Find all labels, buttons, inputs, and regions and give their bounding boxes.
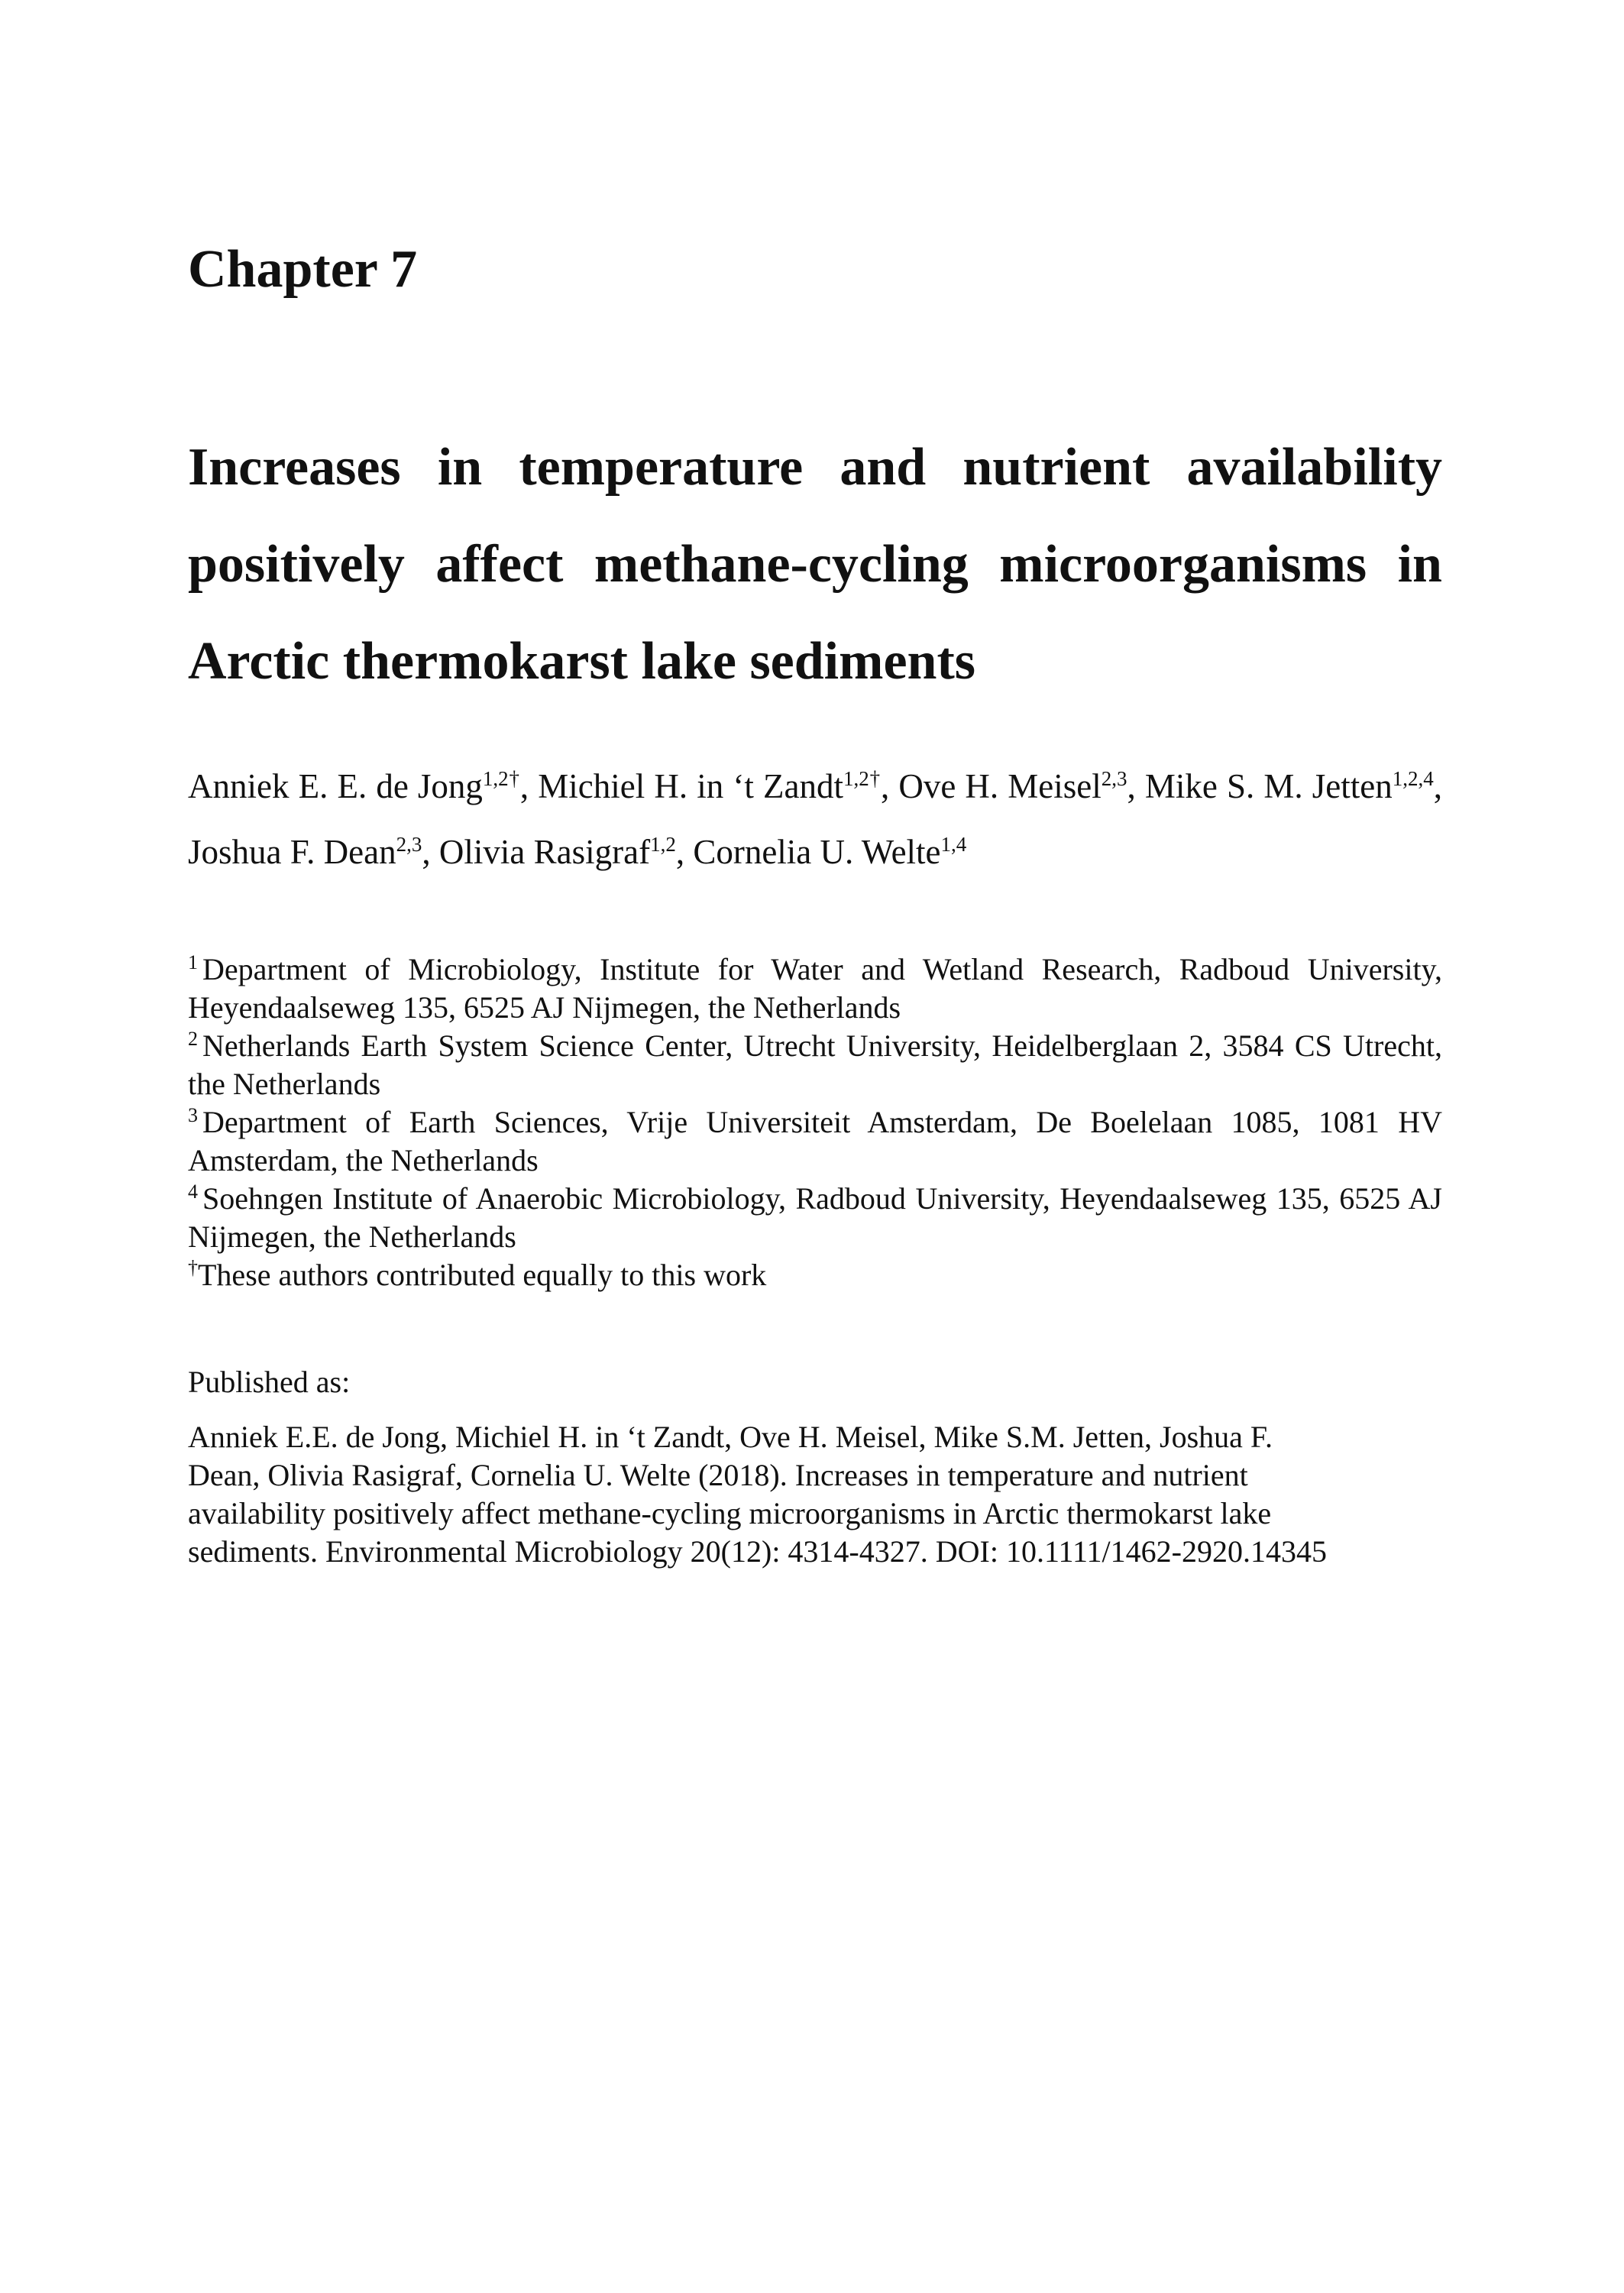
affiliation-item [188, 1027, 1442, 1103]
author-name: Anniek E. E. de Jong [188, 767, 483, 805]
author-affiliation-marker: 1,2,4 [1392, 767, 1434, 790]
affiliation-number: 1 [188, 951, 198, 973]
equal-contribution-note [188, 1256, 1442, 1294]
author-affiliation-marker: 1,2† [843, 767, 881, 790]
chapter-label: Chapter 7 [188, 240, 418, 299]
affiliation-number: 4 [188, 1180, 198, 1203]
affiliation-text: Department of Earth Sciences, Vrije Universiteit Amsterdam, De Boelelaan 1085, 1081 HV Amsterdam, the Netherlands [188, 1105, 1442, 1177]
author-separator: , [422, 833, 439, 871]
author-affiliation-marker: 1,4 [940, 833, 967, 856]
author-name: Mike S. M. Jetten [1144, 767, 1393, 805]
affiliation-list [188, 951, 1442, 1294]
citation-line: Dean, Olivia Rasigraf, Cornelia U. Welte (2018). Increases in temperature and nutrient [188, 1458, 1248, 1492]
affiliation-number: 3 [188, 1103, 198, 1126]
author-affiliation-marker: 1,2† [482, 767, 520, 790]
author-list [188, 753, 1442, 885]
author-affiliation-marker: 1,2 [650, 833, 676, 856]
citation-line: sediments. Environmental Microbiology 20(12): 4314-4327. DOI: 10.1111/1462-2920.14345 [188, 1534, 1327, 1569]
citation-line: Anniek E.E. de Jong, Michiel H. in ‘t Zandt, Ove H. Meisel, Mike S.M. Jetten, Joshua F. [188, 1420, 1273, 1454]
author-separator: , [519, 767, 539, 805]
affiliation-item [188, 1103, 1442, 1180]
author-name: Olivia Rasigraf [438, 833, 651, 871]
affiliation-text: Department of Microbiology, Institute for Water and Wetland Research, Radboud University, Heyendaalseweg 135, 6525 AJ Nijmegen, the Netherlands [188, 952, 1442, 1025]
author-separator: , [1433, 767, 1443, 805]
published-as-label: Published as: [188, 1365, 351, 1399]
dagger-symbol: † [188, 1256, 198, 1279]
author-separator: , [880, 767, 899, 805]
author-affiliation-marker: 2,3 [396, 833, 422, 856]
citation [188, 1418, 1442, 1571]
author-name: Ove H. Meisel [898, 767, 1102, 805]
affiliation-item [188, 951, 1442, 1027]
author-separator: , [675, 833, 694, 871]
affiliation-text: Netherlands Earth System Science Center, Utrecht University, Heidelberglaan 2, 3584 CS Utrecht, the Netherlands [188, 1028, 1442, 1101]
title-line: Increases in temperature and nutrient availability [188, 438, 1442, 497]
affiliation-number: 2 [188, 1027, 198, 1050]
title-line: Arctic thermokarst lake sediments [188, 632, 975, 691]
paper-title [188, 419, 1442, 710]
citation-line: availability positively affect methane-cycling microorganisms in Arctic thermokarst lake [188, 1496, 1272, 1530]
affiliation-text: Soehngen Institute of Anaerobic Microbiology, Radboud University, Heyendaalseweg 135, 6525 AJ Nijmegen, the Netherlands [188, 1181, 1442, 1254]
author-name: Michiel H. in ‘t Zandt [538, 767, 843, 805]
title-line: positively affect methane-cycling microorganisms in [188, 535, 1442, 594]
author-name: Cornelia U. Welte [693, 833, 941, 871]
author-name: Joshua F. Dean [188, 833, 396, 871]
affiliation-item [188, 1180, 1442, 1256]
author-separator: , [1127, 767, 1145, 805]
equal-contribution-text: These authors contributed equally to this work [198, 1258, 767, 1292]
author-affiliation-marker: 2,3 [1101, 767, 1127, 790]
